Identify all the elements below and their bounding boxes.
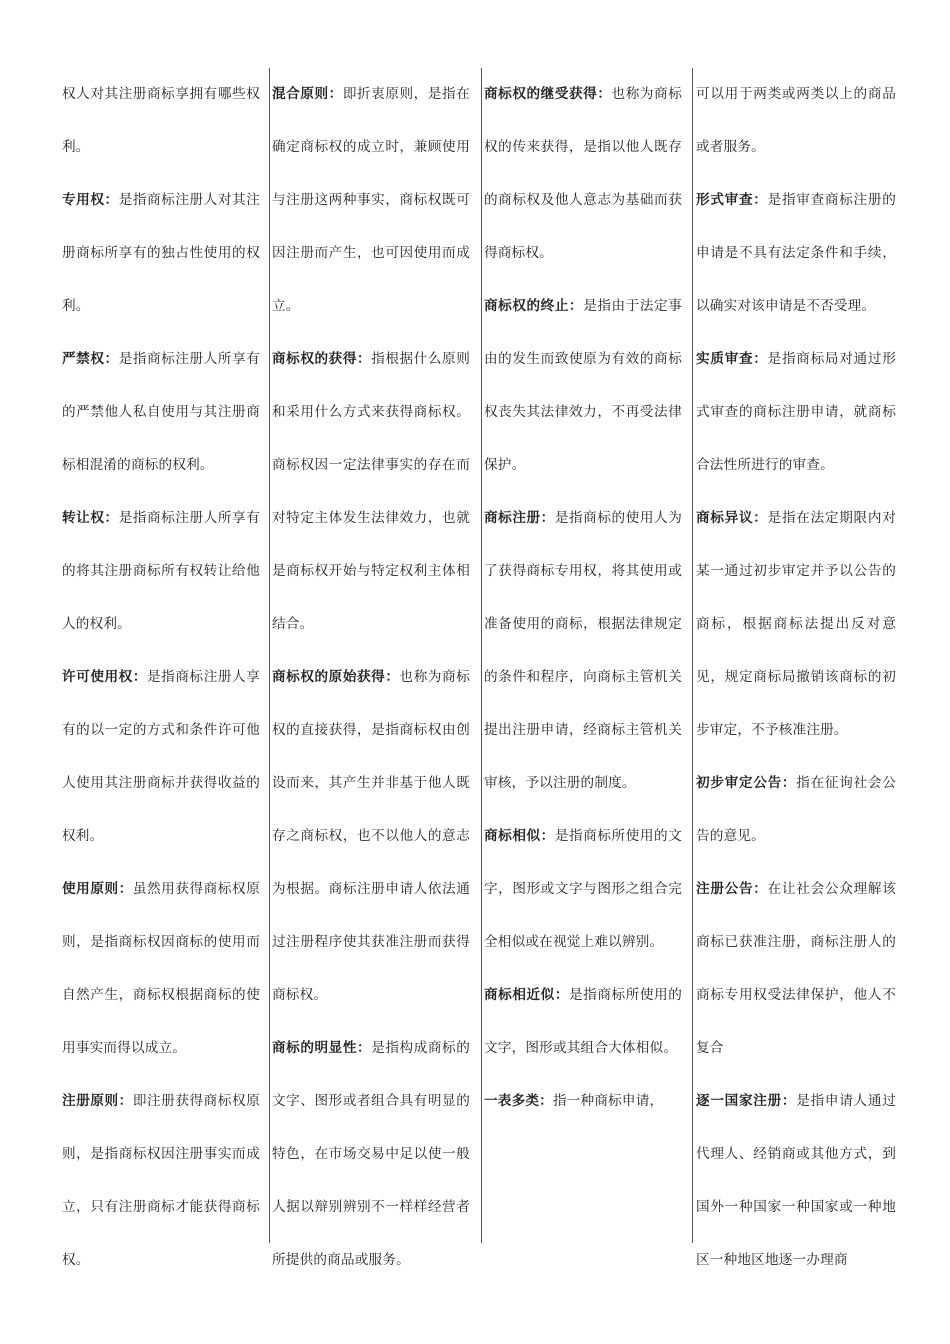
glossary-entry (272, 68, 470, 333)
entry-term: 商标权的终止： (484, 298, 584, 314)
entry-text: 指根据什么原则和采用什么方式来获得商标权。商标权因一定法律事实的存在而对特定主体发生法律效力，也就是商标权开始与特定权利主体相结合。 (272, 351, 470, 632)
document-page (62, 68, 900, 1268)
glossary-entry (696, 492, 896, 757)
glossary-entry (62, 492, 260, 651)
entry-text: 也称为商标权的直接获得，是指商标权由创设而来，其产生并非基于他人既存之商标权，也不以他人的意志为根据。商标注册申请人依法通过注册程序使其获准注册而获得商标权。 (272, 669, 470, 1003)
glossary-entry (62, 651, 260, 863)
entry-term: 初步审定公告： (696, 775, 797, 791)
glossary-entry (696, 68, 896, 174)
entry-term: 混合原则： (272, 86, 343, 102)
entry-text: 是指商标的使用人为了获得商标专用权，将其使用或准备使用的商标，根据法律规定的条件和程序，向商标主管机关提出注册申请，经商标主管机关审核，予以注册的制度。 (484, 510, 682, 791)
glossary-entry (484, 1075, 682, 1128)
entry-text: 是指由于法定事由的发生而致使原为有效的商标权丧失其法律效力，不再受法律保护。 (484, 298, 682, 473)
entry-text: 指在征询社会公告的意见。 (696, 775, 896, 844)
entry-text: 权人对其注册商标享拥有哪些权利。 (62, 86, 260, 155)
entry-term: 商标的明显性： (272, 1040, 372, 1056)
entry-text: 是指构成商标的文字、图形或者组合具有明显的特色，在市场交易中足以使一般人据以辩别辨别不一样样经营者所提供的商品或服务。 (272, 1040, 470, 1268)
entry-text: 是指在法定期限内对某一通过初步审定并予以公告的商标，根据商标法提出反对意见，规定商标局撤销该商标的初步审定，不予核准注册。 (696, 510, 896, 738)
glossary-entry (62, 1075, 260, 1287)
glossary-entry (62, 68, 260, 174)
entry-text: 是指商标所使用的文字，图形或其组合大体相似。 (484, 987, 682, 1056)
entry-term: 转让权： (62, 510, 119, 526)
entry-text: 是指审查商标注册的申请是不具有法定条件和手续，以确实对该申请是不否受理。 (696, 192, 896, 314)
entry-text: 是指申请人通过代理人、经销商或其他方式，到国外一种国家一种国家或一种地区一种地区地逐一办理商 (696, 1093, 896, 1268)
glossary-entry (696, 333, 896, 492)
entry-text: 可以用于两类或两类以上的商品或者服务。 (696, 86, 896, 155)
glossary-entry (484, 68, 682, 280)
entry-text: 是指商标注册人所享有的将其注册商标所有权转让给他人的权利。 (62, 510, 260, 632)
entry-term: 商标相近似： (484, 987, 570, 1003)
entry-term: 注册公告： (696, 881, 768, 897)
glossary-entry (696, 174, 896, 333)
entry-text: 是指商标注册人对其注册商标所享有的独占性使用的权利。 (62, 192, 260, 314)
text-column-1 (62, 68, 260, 1268)
entry-term: 形式审查： (696, 192, 768, 208)
entry-term: 使用原则： (62, 881, 133, 897)
glossary-entry (696, 1075, 896, 1287)
entry-term: 商标相似： (484, 828, 555, 844)
entry-term: 商标权的获得： (272, 351, 372, 367)
text-column-2 (272, 68, 470, 1268)
column-divider (269, 68, 270, 1243)
entry-term: 商标注册： (484, 510, 555, 526)
entry-term: 商标异议： (696, 510, 768, 526)
entry-term: 严禁权： (62, 351, 119, 367)
entry-text: 是指商标局对通过形式审查的商标注册申请，就商标合法性所进行的审查。 (696, 351, 896, 473)
glossary-entry (484, 280, 682, 492)
glossary-entry (484, 492, 682, 810)
entry-text: 在让社会公众理解该商标已获准注册，商标注册人的商标专用权受法律保护，他人不复合 (696, 881, 896, 1056)
entry-term: 商标权的继受获得： (484, 86, 612, 102)
entry-text: 也称为商标权的传来获得，是指以他人既存的商标权及他人意志为基础而获得商标权。 (484, 86, 682, 261)
glossary-entry (62, 863, 260, 1075)
glossary-entry (272, 651, 470, 1022)
entry-text: 是指商标注册人所享有的严禁他人私自使用与其注册商标相混淆的商标的权利。 (62, 351, 260, 473)
glossary-entry (272, 333, 470, 651)
entry-term: 许可使用权： (62, 669, 148, 685)
glossary-entry (484, 810, 682, 969)
glossary-entry (484, 969, 682, 1075)
entry-text: 是指商标所使用的文字，图形或文字与图形之组合完全相似或在视觉上难以辨别。 (484, 828, 682, 950)
entry-term: 一表多类： (484, 1093, 553, 1109)
entry-term: 商标权的原始获得： (272, 669, 400, 685)
glossary-entry (696, 757, 896, 863)
entry-term: 逐一国家注册： (696, 1093, 797, 1109)
text-column-4 (696, 68, 896, 1268)
entry-text: 指一种商标申请， (552, 1093, 664, 1109)
entry-term: 专用权： (62, 192, 119, 208)
glossary-entry (62, 333, 260, 492)
glossary-entry (272, 1022, 470, 1287)
entry-text: 是指商标注册人享有的以一定的方式和条件许可他人使用其注册商标并获得收益的权利。 (62, 669, 260, 844)
entry-text: 即折衷原则，是指在确定商标权的成立时，兼顾使用与注册这两种事实，商标权既可因注册而产生，也可因使用而成立。 (272, 86, 470, 314)
column-divider (692, 68, 693, 1243)
glossary-entry (62, 174, 260, 333)
glossary-entry (696, 863, 896, 1075)
entry-text: 虽然用获得商标权原则，是指商标权因商标的使用而自然产生，商标权根据商标的使用事实而得以成立。 (62, 881, 260, 1056)
text-column-3 (484, 68, 682, 1243)
entry-term: 实质审查： (696, 351, 768, 367)
column-divider (481, 68, 482, 1243)
entry-term: 注册原则： (62, 1093, 133, 1109)
entry-text: 即注册获得商标权原则，是指商标权因注册事实而成立，只有注册商标才能获得商标权。 (62, 1093, 260, 1268)
